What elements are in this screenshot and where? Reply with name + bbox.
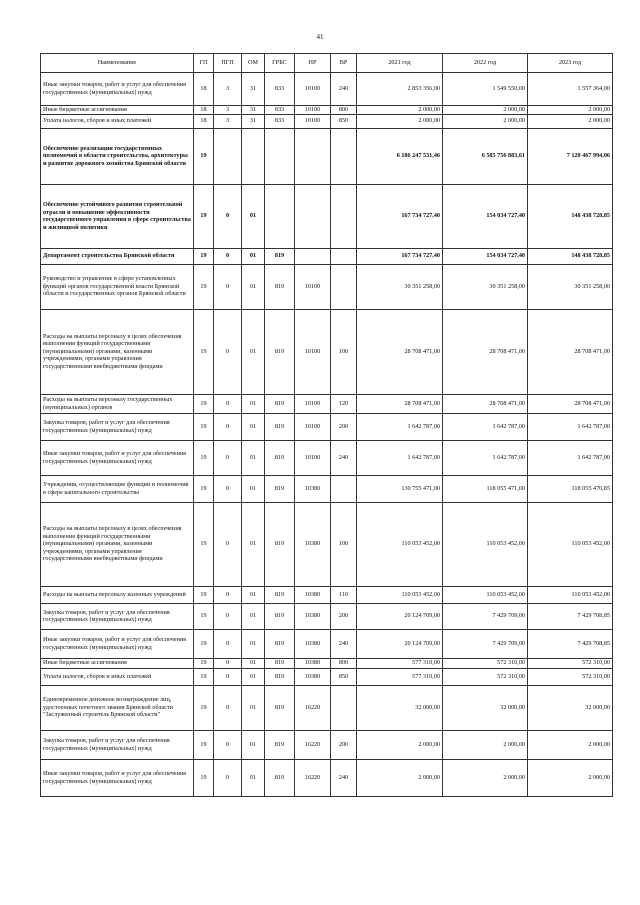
cell-nr: 10100: [295, 114, 331, 128]
cell-name: Руководство и управление в сфере установленных функций органов государственной власти Брянской области и государственных органов Брянской области: [41, 264, 194, 309]
cell-name: Закупка товаров, работ и услуг для обеспечения государственных (муниципальных) нужд: [41, 413, 194, 440]
cell-om: 01: [242, 475, 265, 502]
cell-nr: 10380: [295, 586, 331, 603]
cell-vr: 240: [331, 73, 357, 106]
budget-table: [40, 53, 613, 797]
cell-2023: 2 000,00: [528, 759, 613, 796]
cell-grbs: 819: [265, 685, 295, 730]
cell-name: Расходы на выплаты персоналу в целях обеспечения выполнения функций государственными (муниципальными) органами, казенными учреждениями, органами управления государственными внебюджетными фондами: [41, 309, 194, 394]
cell-vr: [331, 184, 357, 248]
cell-pgp: 0: [214, 309, 242, 394]
cell-2023: 7 429 708,85: [528, 629, 613, 658]
cell-2021: 2 000,00: [357, 759, 443, 796]
cell-2021: 2 000,00: [357, 730, 443, 759]
cell-om: 01: [242, 184, 265, 248]
cell-pgp: 0: [214, 502, 242, 586]
cell-pgp: 0: [214, 440, 242, 475]
cell-name: Закупка товаров, работ и услуг для обеспечения государственных (муниципальных) нужд: [41, 730, 194, 759]
cell-name: Иные закупки товаров, работ и услуг для обеспечения государственных (муниципальных) нужд: [41, 73, 194, 106]
cell-pgp: 0: [214, 759, 242, 796]
cell-gp: 19: [194, 586, 214, 603]
cell-nr: 16220: [295, 759, 331, 796]
cell-2022: 1 549 550,00: [443, 73, 528, 106]
cell-grbs: 819: [265, 413, 295, 440]
cell-om: 01: [242, 685, 265, 730]
cell-pgp: 0: [214, 629, 242, 658]
cell-name: Расходы на выплаты персоналу казенных учреждений: [41, 586, 194, 603]
cell-grbs: 833: [265, 114, 295, 128]
cell-om: 01: [242, 759, 265, 796]
cell-grbs: 819: [265, 668, 295, 685]
cell-nr: [295, 248, 331, 264]
cell-pgp: 0: [214, 248, 242, 264]
cell-gp: 19: [194, 413, 214, 440]
cell-nr: 10380: [295, 668, 331, 685]
cell-2023: 30 351 258,00: [528, 264, 613, 309]
cell-name: Расходы на выплаты персоналу государственных (муниципальных) органов: [41, 394, 194, 413]
cell-vr: 100: [331, 502, 357, 586]
cell-pgp: 0: [214, 394, 242, 413]
cell-2022: 28 708 471,00: [443, 394, 528, 413]
cell-grbs: 819: [265, 603, 295, 629]
cell-2023: 1 642 787,00: [528, 440, 613, 475]
cell-name: Иные закупки товаров, работ и услуг для обеспечения государственных (муниципальных) нужд: [41, 440, 194, 475]
col-header-vr: ВР: [331, 54, 357, 73]
cell-gp: 19: [194, 184, 214, 248]
cell-om: 01: [242, 668, 265, 685]
cell-om: 01: [242, 394, 265, 413]
cell-nr: 10380: [295, 658, 331, 668]
cell-nr: 16220: [295, 730, 331, 759]
cell-om: 01: [242, 264, 265, 309]
table-row: [41, 394, 613, 413]
cell-pgp: 0: [214, 413, 242, 440]
cell-2022: 110 053 452,00: [443, 586, 528, 603]
cell-name: Уплата налогов, сборов и иных платежей: [41, 668, 194, 685]
cell-2021: 110 053 452,00: [357, 586, 443, 603]
cell-nr: 10380: [295, 475, 331, 502]
cell-vr: [331, 685, 357, 730]
cell-nr: 10100: [295, 440, 331, 475]
cell-2021: 1 642 787,00: [357, 413, 443, 440]
table-row: [41, 264, 613, 309]
cell-2023: 1 557 364,00: [528, 73, 613, 106]
table-row: [41, 685, 613, 730]
cell-gp: 19: [194, 264, 214, 309]
cell-vr: 800: [331, 106, 357, 115]
cell-2021: 20 124 709,00: [357, 603, 443, 629]
cell-2022: 572 310,00: [443, 658, 528, 668]
cell-om: 01: [242, 440, 265, 475]
cell-om: 01: [242, 603, 265, 629]
cell-om: 01: [242, 586, 265, 603]
cell-grbs: 819: [265, 502, 295, 586]
cell-2022: 110 053 452,00: [443, 502, 528, 586]
cell-2022: 7 429 709,00: [443, 603, 528, 629]
cell-2022: 1 642 787,00: [443, 440, 528, 475]
table-row: [41, 73, 613, 106]
cell-om: 01: [242, 248, 265, 264]
cell-name: Иные бюджетные ассигнования: [41, 658, 194, 668]
col-header-2021: 2021 год: [357, 54, 443, 73]
cell-om: [242, 128, 265, 184]
cell-2023: 148 438 728,85: [528, 248, 613, 264]
cell-nr: 10380: [295, 502, 331, 586]
cell-pgp: 3: [214, 106, 242, 115]
cell-2022: 2 000,00: [443, 759, 528, 796]
cell-gp: 19: [194, 658, 214, 668]
cell-gp: 19: [194, 475, 214, 502]
cell-grbs: 819: [265, 586, 295, 603]
cell-gp: 19: [194, 128, 214, 184]
cell-2023: 2 000,00: [528, 730, 613, 759]
cell-grbs: 833: [265, 106, 295, 115]
col-header-nr: НР: [295, 54, 331, 73]
cell-2023: 1 642 787,00: [528, 413, 613, 440]
cell-grbs: 819: [265, 658, 295, 668]
cell-grbs: 819: [265, 264, 295, 309]
cell-vr: 200: [331, 730, 357, 759]
cell-2023: 572 310,00: [528, 658, 613, 668]
cell-2022: 2 000,00: [443, 730, 528, 759]
cell-nr: 10100: [295, 264, 331, 309]
table-row: [41, 759, 613, 796]
cell-2023: 28 708 471,00: [528, 394, 613, 413]
cell-pgp: 0: [214, 184, 242, 248]
table-row: [41, 440, 613, 475]
cell-vr: [331, 248, 357, 264]
cell-vr: 850: [331, 114, 357, 128]
table-row: [41, 730, 613, 759]
cell-2021: 32 000,00: [357, 685, 443, 730]
cell-om: 01: [242, 413, 265, 440]
cell-gp: 18: [194, 106, 214, 115]
cell-2021: 6 186 247 531,46: [357, 128, 443, 184]
cell-pgp: 0: [214, 475, 242, 502]
cell-gp: 19: [194, 730, 214, 759]
cell-vr: 800: [331, 658, 357, 668]
cell-2022: 572 310,00: [443, 668, 528, 685]
cell-2022: 28 708 471,00: [443, 309, 528, 394]
cell-2023: 7 429 708,85: [528, 603, 613, 629]
cell-2021: 2 853 356,00: [357, 73, 443, 106]
cell-grbs: 819: [265, 394, 295, 413]
cell-name: Единовременное денежное вознаграждение лиц, удостоенных почетного звания Брянской области "Заслуженный строитель Брянской области": [41, 685, 194, 730]
cell-name: Учреждения, осуществляющие функции и полномочия в сфере капитального строительства: [41, 475, 194, 502]
cell-name: Обеспечение устойчивого развития строительной отрасли и повышение эффективности государственного управления в сфере строительства и жилищной политики: [41, 184, 194, 248]
cell-name: Закупка товаров, работ и услуг для обеспечения государственных (муниципальных) нужд: [41, 603, 194, 629]
cell-grbs: 819: [265, 475, 295, 502]
cell-2022: 154 034 727,40: [443, 248, 528, 264]
table-row: [41, 248, 613, 264]
col-header-name: Наименование: [41, 54, 194, 73]
cell-2021: 28 708 471,00: [357, 309, 443, 394]
cell-nr: 10380: [295, 629, 331, 658]
cell-2023: 110 053 452,00: [528, 502, 613, 586]
cell-grbs: 819: [265, 440, 295, 475]
cell-2022: 7 429 709,00: [443, 629, 528, 658]
table-body: [41, 73, 613, 797]
cell-nr: [295, 128, 331, 184]
cell-2021: 110 053 452,00: [357, 502, 443, 586]
cell-name: Департамент строительства Брянской области: [41, 248, 194, 264]
cell-grbs: 819: [265, 629, 295, 658]
cell-pgp: 0: [214, 586, 242, 603]
cell-nr: 10100: [295, 394, 331, 413]
table-row: [41, 413, 613, 440]
cell-vr: 200: [331, 603, 357, 629]
cell-gp: 19: [194, 502, 214, 586]
table-row: [41, 586, 613, 603]
cell-vr: 120: [331, 394, 357, 413]
cell-2023: 118 055 470,85: [528, 475, 613, 502]
cell-grbs: 819: [265, 759, 295, 796]
cell-nr: 10100: [295, 309, 331, 394]
cell-pgp: 0: [214, 685, 242, 730]
cell-om: 01: [242, 629, 265, 658]
cell-nr: 10100: [295, 413, 331, 440]
cell-pgp: 0: [214, 668, 242, 685]
cell-2021: 577 310,00: [357, 658, 443, 668]
cell-2021: 2 000,00: [357, 106, 443, 115]
table-row: [41, 475, 613, 502]
cell-2023: 2 000,00: [528, 114, 613, 128]
cell-grbs: 819: [265, 730, 295, 759]
cell-vr: 240: [331, 759, 357, 796]
cell-2023: 148 438 728,85: [528, 184, 613, 248]
cell-2023: 28 708 471,00: [528, 309, 613, 394]
cell-name: Уплата налогов, сборов и иных платежей: [41, 114, 194, 128]
cell-gp: 19: [194, 668, 214, 685]
cell-name: Иные закупки товаров, работ и услуг для обеспечения государственных (муниципальных) нужд: [41, 629, 194, 658]
cell-vr: 850: [331, 668, 357, 685]
cell-grbs: 819: [265, 309, 295, 394]
cell-pgp: 0: [214, 264, 242, 309]
cell-gp: 19: [194, 759, 214, 796]
cell-name: Обеспечение реализации государственных полномочий в области строительства, архитектуры и развитие дорожного хозяйства Брянской области: [41, 128, 194, 184]
cell-name: Иные бюджетные ассигнования: [41, 106, 194, 115]
cell-2021: 577 310,00: [357, 668, 443, 685]
cell-om: 31: [242, 114, 265, 128]
cell-2022: 2 000,00: [443, 106, 528, 115]
cell-gp: 19: [194, 248, 214, 264]
cell-2022: 154 034 727,40: [443, 184, 528, 248]
table-row: [41, 658, 613, 668]
table-row: [41, 502, 613, 586]
cell-nr: 16220: [295, 685, 331, 730]
cell-pgp: 3: [214, 114, 242, 128]
cell-gp: 19: [194, 309, 214, 394]
col-header-pgp: ПГП: [214, 54, 242, 73]
cell-om: 31: [242, 73, 265, 106]
cell-vr: 240: [331, 440, 357, 475]
table-row: [41, 309, 613, 394]
cell-pgp: 0: [214, 730, 242, 759]
table-row: [41, 629, 613, 658]
col-header-om: ОМ: [242, 54, 265, 73]
table-row: [41, 128, 613, 184]
cell-gp: 19: [194, 629, 214, 658]
cell-2021: 30 351 258,00: [357, 264, 443, 309]
cell-grbs: 833: [265, 73, 295, 106]
cell-2021: 2 000,00: [357, 114, 443, 128]
cell-2023: 2 000,00: [528, 106, 613, 115]
cell-2021: 20 124 709,00: [357, 629, 443, 658]
col-header-2022: 2022 год: [443, 54, 528, 73]
cell-2021: 167 734 727,40: [357, 248, 443, 264]
cell-name: Расходы на выплаты персоналу в целях обеспечения выполнения функций государственными (муниципальными) органами, казенными учреждениями, органами управления государственными внебюджетными фондами: [41, 502, 194, 586]
cell-grbs: 819: [265, 248, 295, 264]
cell-om: 01: [242, 730, 265, 759]
page-number: 41: [316, 33, 324, 41]
cell-vr: 200: [331, 413, 357, 440]
cell-vr: [331, 128, 357, 184]
cell-gp: 19: [194, 603, 214, 629]
cell-gp: 19: [194, 440, 214, 475]
cell-vr: 240: [331, 629, 357, 658]
cell-nr: 10100: [295, 73, 331, 106]
col-header-gp: ГП: [194, 54, 214, 73]
table-row: [41, 668, 613, 685]
cell-gp: 19: [194, 685, 214, 730]
cell-2022: 1 642 787,00: [443, 413, 528, 440]
cell-om: 01: [242, 309, 265, 394]
table-row: [41, 184, 613, 248]
cell-2021: 28 708 471,00: [357, 394, 443, 413]
header-row: [41, 54, 613, 73]
cell-grbs: [265, 128, 295, 184]
cell-2021: 167 734 727,40: [357, 184, 443, 248]
cell-vr: [331, 264, 357, 309]
cell-2023: 110 053 452,00: [528, 586, 613, 603]
cell-2023: 572 310,00: [528, 668, 613, 685]
cell-om: 31: [242, 106, 265, 115]
cell-om: 01: [242, 658, 265, 668]
cell-gp: 18: [194, 73, 214, 106]
cell-pgp: [214, 128, 242, 184]
table-row: [41, 603, 613, 629]
cell-2022: 30 351 258,00: [443, 264, 528, 309]
cell-nr: 10100: [295, 106, 331, 115]
cell-nr: 10380: [295, 603, 331, 629]
cell-pgp: 0: [214, 603, 242, 629]
cell-2022: 6 585 756 883,61: [443, 128, 528, 184]
cell-2021: 130 755 471,00: [357, 475, 443, 502]
cell-om: 01: [242, 502, 265, 586]
cell-pgp: 0: [214, 658, 242, 668]
cell-2022: 32 000,00: [443, 685, 528, 730]
cell-gp: 18: [194, 114, 214, 128]
cell-2023: 7 120 467 994,06: [528, 128, 613, 184]
cell-2022: 2 000,00: [443, 114, 528, 128]
col-header-grbs: ГРБС: [265, 54, 295, 73]
cell-gp: 19: [194, 394, 214, 413]
cell-pgp: 3: [214, 73, 242, 106]
cell-name: Иные закупки товаров, работ и услуг для обеспечения государственных (муниципальных) нужд: [41, 759, 194, 796]
cell-grbs: [265, 184, 295, 248]
cell-2023: 32 000,00: [528, 685, 613, 730]
cell-2022: 118 055 471,00: [443, 475, 528, 502]
cell-2021: 1 642 787,00: [357, 440, 443, 475]
col-header-2023: 2023 год: [528, 54, 613, 73]
cell-vr: 100: [331, 309, 357, 394]
table-row: [41, 106, 613, 115]
table-row: [41, 114, 613, 128]
cell-vr: 110: [331, 586, 357, 603]
cell-nr: [295, 184, 331, 248]
cell-vr: [331, 475, 357, 502]
